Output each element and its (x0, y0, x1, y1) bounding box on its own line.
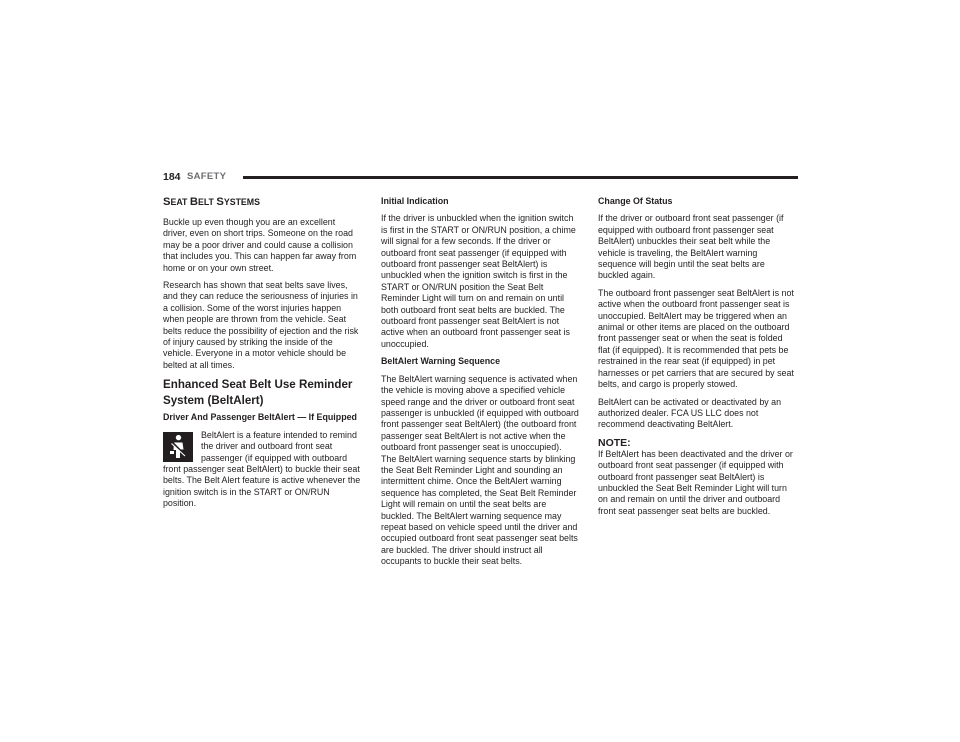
note-label: NOTE: (598, 436, 631, 449)
heading-part: ELT (197, 197, 217, 207)
change-of-status-heading: Change Of Status (598, 196, 673, 206)
column-left (163, 196, 361, 516)
page-number: 184 (163, 171, 181, 183)
section-title: SAFETY (187, 171, 227, 182)
paragraph: The BeltAlert warning sequence is activated when the vehicle is moving above a specified vehicle speed range and the driver or outboard front seat passenger is unbuckled (if equipped with outboard front passenger seat BeltAlert) (the outboard front passenger seat BeltAlert is not active when the outboard front passenger seat is unoccupied). The BeltAlert warning sequence starts by blinking the Seat Belt Reminder Light and sounding an intermittent chime. Once the BeltAlert warning sequence has completed, the Seat Belt Reminder Light will remain on until the seat belts are buckled. The BeltAlert warning sequence may repeat based on vehicle speed until the driver and occupied outboard front seat passenger seat belts are buckled. The driver should instruct all occupants to buckle their seat belts. (381, 373, 579, 567)
heading-part: S (216, 196, 224, 208)
paragraph: BeltAlert can be activated or deactivated by an authorized dealer. FCA US LLC does not recommend deactivating BeltAlert. (598, 396, 782, 430)
paragraph: Research has shown that seat belts save lives, and they can reduce the seriousness of injuries in a collision. Some of the worst injuries happen when people are thrown from the vehicle. Seat belts reduce the possibility of ejection and the risk of injury caused by striking the inside of the vehicle. Everyone in a motor vehicle should be belted at all times. (163, 280, 359, 370)
paragraph: BeltAlert is a feature intended to remind the driver and outboard front seat passenger (if equipped with outboard front passenger seat BeltAlert) to buckle their seat belts. The Belt Alert feature is active whenever the ignition switch is in the START or ON/RUN position. (163, 429, 361, 509)
seat-belt-icon-graphic (166, 434, 190, 460)
section-heading (163, 196, 361, 209)
heading-part: YSTEMS (223, 197, 260, 207)
column-right (598, 196, 796, 523)
sub-subsection-heading: Driver And Passenger BeltAlert — If Equipped (163, 412, 357, 423)
subsection-heading: Enhanced Seat Belt Use Reminder System (BeltAlert) (163, 378, 353, 407)
initial-indication-heading: Initial Indication (381, 196, 449, 206)
column-middle (381, 196, 579, 574)
note-text: If BeltAlert has been deactivated and the driver or outboard front seat passenger (if equipped with outboard front passenger seat BeltAlert) is unbuckled the Seat Belt Reminder Light will turn on and remain on until the driver and outboard front seat passenger seat belts are buckled. (598, 448, 793, 516)
heading-part: B (189, 196, 198, 208)
seat-belt-reminder-icon (163, 432, 193, 462)
header-rule (243, 176, 798, 179)
warning-sequence-heading: BeltAlert Warning Sequence (381, 356, 501, 367)
paragraph: The outboard front passenger seat BeltAlert is not active when the outboard front passenger seat is unoccupied. BeltAlert may be triggered when an animal or other items are placed on the outboard front passenger seat or when the seat is folded flat (if equipped). It is recommended that pets be restrained in the rear seat (if equipped) in pet harnesses or pet carriers that are secured by seat belts, and cargo is properly stowed. (598, 287, 794, 390)
heading-part: S (163, 196, 171, 208)
paragraph: Buckle up even though you are an excellent driver, even on short trips. Someone on the road may be a poor driver and could cause a collision that includes you. This can happen far away from home or on your own street. (163, 217, 357, 273)
paragraph: If the driver is unbuckled when the ignition switch is first in the START or ON/RUN position, a chime will signal for a few seconds. If the driver or outboard front seat passenger (if equipped with outboard front passenger seat BeltAlert) is unbuckled when the ignition switch is first in the START or ON/RUN position the Seat Belt Reminder Light will turn on and remain on until both outboard front seat belts are buckled. The outboard front passenger seat BeltAlert is not active when an outboard front passenger seat is unoccupied. (381, 213, 576, 349)
heading-part: EAT (170, 197, 190, 207)
paragraph: If the driver or outboard front seat passenger (if equipped with outboard front passenger seat BeltAlert) unbuckles their seat belt while the vehicle is traveling, the BeltAlert warning sequence will begin until the seat belts are buckled again. (598, 213, 784, 281)
page-header (163, 171, 798, 185)
